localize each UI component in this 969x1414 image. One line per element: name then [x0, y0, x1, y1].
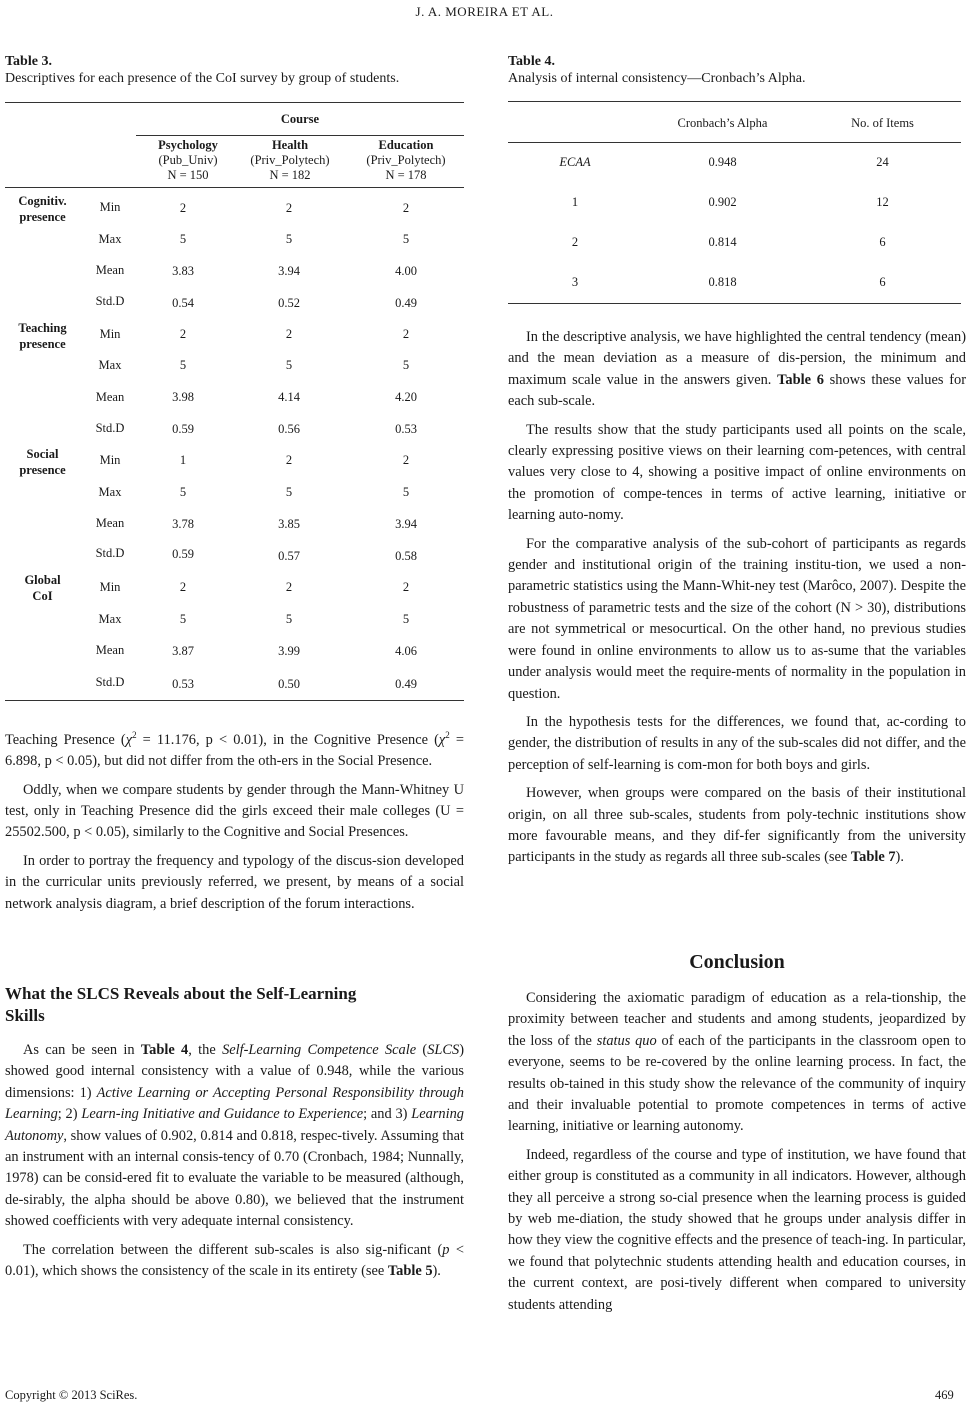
table4-cell: 24: [876, 155, 889, 169]
paragraph: Teaching Presence ($\chi^2 = 11.176$, p < 0.01), in the Cognitive Presence ($\chi^2 = 6.898$, p < 0.05), but did not differ from the oth-ers in the Social Presence.: [5, 730, 464, 770]
table3-cell: 5: [179, 358, 187, 372]
table3-cell: 3.83: [172, 264, 194, 278]
table3-cell: 5: [402, 485, 410, 499]
table3-stat-label: Min: [99, 453, 121, 467]
running-head: J. A. MOREIRA ET AL.: [415, 4, 554, 19]
table3-cell: 5: [179, 612, 187, 626]
table3-stat-label: Std.D: [95, 546, 125, 560]
table3-cell: 5: [285, 612, 293, 626]
table3-cell: 5: [179, 485, 187, 499]
table3-group-label: Cognitiv. presence: [18, 194, 67, 224]
table3-caption-text: Descriptives for each presence of the CoI survey by group of students.: [5, 71, 400, 86]
paragraph: Indeed, regardless of the course and type of institution, we have found that either group is constituted as a community in all indicators. However, although they all perceive a strong so-cial presence when the learning process is guided by web me-diation, the study showed that he groups under analysis differ in how they view the cognitive effects and the presence of teach-ing. In particular, we found that polytechnic students attending health and education courses, in the current context, are posi-tively different when compared to university students attending: [508, 1146, 966, 1313]
table3-cell: 0.49: [395, 677, 417, 691]
table4-header-items: No. of Items: [851, 116, 914, 130]
table4-row-label: 1: [571, 195, 579, 209]
table3-stat-label: Max: [98, 612, 122, 626]
table4-cell: 0.902: [708, 195, 737, 209]
footer-page-number: 469: [935, 1388, 954, 1402]
table3-cell: 2: [402, 327, 410, 341]
table3-cell: 3.78: [172, 517, 194, 531]
table4-bottom-rule: [508, 303, 961, 304]
table3-cell: 3.87: [172, 644, 194, 658]
paragraph: Oddly, when we compare students by gender through the Mann-Whitney U test, only in Teaching Presence did the girls exceed their male colleges (U = 25502.500, p < 0.05), similarly to the Cognitive and Social Presences.: [5, 781, 464, 841]
table3-cell: 5: [285, 232, 293, 246]
table3-cell: 4.06: [395, 644, 417, 658]
table3-cell: 2: [285, 201, 293, 215]
table4-cell: 0.814: [708, 235, 737, 249]
table3-cell: 2: [179, 201, 187, 215]
table3-cell: 0.56: [278, 422, 300, 436]
table3-stat-label: Max: [98, 358, 122, 372]
footer-copyright: Copyright © 2013 SciRes.: [5, 1388, 138, 1402]
table3-stat-label: Std.D: [95, 675, 125, 689]
table3-stat-label: Mean: [95, 390, 125, 404]
table3-label: Table 3.: [5, 54, 52, 69]
table3-stat-label: Max: [98, 485, 122, 499]
section-heading-conclusion: Conclusion: [689, 951, 785, 973]
paragraph: As can be seen in Table 4, the Self-Learning Competence Scale (SLCS) showed good internal consistency with a value of 0.948, while the various dimensions: 1) Active Learning or Accepting Personal Responsibility through Learning; 2) Learn-ing Initiative and Guidance to Experience; and 3) Learning Autonomy, show values of 0.902, 0.814 and 0.818, respec-tively. Assuming that an instrument with an internal consis-tency of 0.70 (Cronbach, 1984; Nunnally, 1978) can be consid-ered fit to evaluate the variable to be measured (although, de-sirably, the alpha should be above 0.80), we believed that the instrument showed coefficients with very adequate internal consistency.: [5, 1042, 465, 1230]
table3-cell: 2: [285, 327, 293, 341]
table3-cell: 0.49: [395, 296, 417, 310]
table4-cell: 12: [876, 195, 889, 209]
table3-stat-label: Mean: [95, 516, 125, 530]
table3-col-health: Health (Priv_Polytech) N = 182: [250, 138, 330, 182]
table3-group-label: Social presence: [19, 447, 66, 477]
table3-cell: 3.85: [278, 517, 300, 531]
table3-group-label: Global CoI: [24, 573, 61, 603]
table3-cell: 5: [402, 358, 410, 372]
table4-cell: 0.948: [708, 155, 737, 169]
table3-cell: 0.53: [172, 677, 194, 691]
table3-cell: 0.58: [395, 549, 417, 563]
table3-cell: 5: [285, 358, 293, 372]
table3-cell: 0.52: [278, 296, 300, 310]
table3-cell: 2: [402, 580, 410, 594]
paragraph: In order to portray the frequency and typology of the discus-sion developed in the curricular units previously referred, we present, by means of a social network analysis diagram, a brief description of the forum interactions.: [5, 852, 464, 912]
table4-caption: [508, 53, 963, 87]
table3-cell: 0.57: [278, 549, 300, 563]
table3-cell: 5: [285, 485, 293, 499]
table4-cell: 0.818: [708, 275, 737, 289]
paragraph: The correlation between the different sub-scales is also sig-nificant (p < 0.01), which shows the consistency of the scale in its entirety (see Table 5).: [5, 1241, 464, 1280]
paragraph: In the hypothesis tests for the differences, we found that, ac-cording to gender, the distribution of results in any of the sub-scales did not differ, and the perception of self-learning is com-mon for both boys and girls.: [508, 713, 966, 773]
table3-cell: 0.53: [395, 422, 417, 436]
table4-header-alpha: Cronbach’s Alpha: [677, 116, 768, 130]
table3-cell: 4.00: [395, 264, 417, 278]
table3-cell: 0.50: [278, 677, 300, 691]
table3-col-psychology: Psychology (Pub_Univ) N = 150: [158, 138, 218, 182]
paragraph: Considering the axiomatic paradigm of education as a rela-tionship, the proximity between teacher and students and among students, jeopardized by the loss of the status quo of each of the participants in the classroom open to everyone, seems to be re-covered by the online learning process. In fact, the results ob-tained in this study show the relevance of the community of inquiry and their invaluable potential to promote competences in terms of active learning, initiative or learning autonomy.: [508, 990, 966, 1135]
table3-stat-label: Min: [99, 580, 121, 594]
table3-cell: 3.99: [278, 644, 300, 658]
table3-cell: 2: [285, 453, 293, 467]
table4-row-label: ECAA: [559, 155, 591, 169]
table3-stat-label: Max: [98, 232, 122, 246]
table3-cell: 5: [179, 232, 187, 246]
section-heading-slcs: What the SLCS Reveals about the Self-Learning Skills: [5, 984, 357, 1025]
table3-cell: 3.94: [395, 517, 417, 531]
table3-cell: 0.59: [172, 422, 194, 436]
table3-stat-label: Mean: [95, 263, 125, 277]
table3-stat-label: Min: [99, 327, 121, 341]
paragraph: The results show that the study participants used all points on the scale, clearly expressing positive views on their learning com-petences, with central values very close to 4, showing a positive impact of online environments on the promotion of compe-tences in terms of active learning, initiative or learning auto-nomy.: [508, 421, 966, 524]
table4-cell: 6: [879, 235, 886, 249]
table3-cell: 5: [402, 232, 410, 246]
table3-cell: 5: [402, 612, 410, 626]
table4-label: Table 4.: [508, 54, 555, 69]
table3-col-education: Education (Priv_Polytech) N = 178: [366, 138, 446, 182]
table3-stat-label: Min: [99, 200, 121, 214]
table3-stat-label: Std.D: [95, 294, 125, 308]
table3-cell: 3.94: [278, 264, 300, 278]
table3-spanner-rule: [136, 135, 464, 136]
left-column-text-2: [5, 1040, 464, 1289]
table3-cell: 2: [402, 453, 410, 467]
table3-cell: 2: [179, 580, 187, 594]
table4-cell: 6: [879, 275, 886, 289]
table3-cell: 2: [179, 327, 187, 341]
paragraph: In the descriptive analysis, we have highlighted the central tendency (mean) and the mean deviation as a measure of dis-persion, the minimum and maximum scale value in the answers given. Table 6 shows these values for each sub-scale.: [508, 329, 966, 410]
table4-top-rule: [508, 101, 961, 102]
table4-caption-text: Analysis of internal consistency—Cronbach’s Alpha.: [508, 71, 806, 86]
table3-spanner: Course: [280, 112, 320, 126]
table3-stat-label: Mean: [95, 643, 125, 657]
table3-cell: 0.54: [172, 296, 194, 310]
paragraph: For the comparative analysis of the sub-cohort of participants as regards gender and institutional origin of the training institu-tion, we used a non-parametric statistics using the Mann-Whit-ney test (Marôco, 2007). Despite the robustness of parametric tests and the size of the cohort (N > 30), distributions are not symmetrical or mesocurtical. On the other hand, no previous studies were found in online environments to allow us to as-sume that the variables under analysis would meet the require-ments of normality in the population in question.: [508, 535, 966, 702]
table3-stat-label: Std.D: [95, 421, 125, 435]
table3-cell: 3.98: [172, 390, 194, 404]
table3-header-rule: [5, 187, 464, 188]
left-column-text: [5, 725, 464, 922]
right-column-text-2: [508, 988, 966, 1323]
table3-cell: 1: [179, 453, 187, 467]
table4-row-label: 2: [571, 235, 579, 249]
table3-caption: [5, 53, 465, 87]
table4-row-label: 3: [571, 275, 579, 289]
table3-bottom-rule: [5, 700, 464, 701]
table3-cell: 2: [402, 201, 410, 215]
paragraph: However, when groups were compared on the basis of their institutional origin, on all three sub-scales, students from poly-technic institutions show more favourable means, and they dif-fer significantly from the university participants in the study as regards all three sub-scales (see Table 7).: [508, 785, 966, 866]
table3-cell: 4.14: [278, 390, 300, 404]
table3-group-label: Teaching presence: [18, 321, 67, 351]
table3-cell: 4.20: [395, 390, 417, 404]
table3-cell: 2: [285, 580, 293, 594]
right-column-text: [508, 327, 966, 876]
table3-top-rule: [5, 102, 464, 103]
table4-header-rule: [508, 142, 961, 143]
table3-cell: 0.59: [172, 547, 194, 561]
